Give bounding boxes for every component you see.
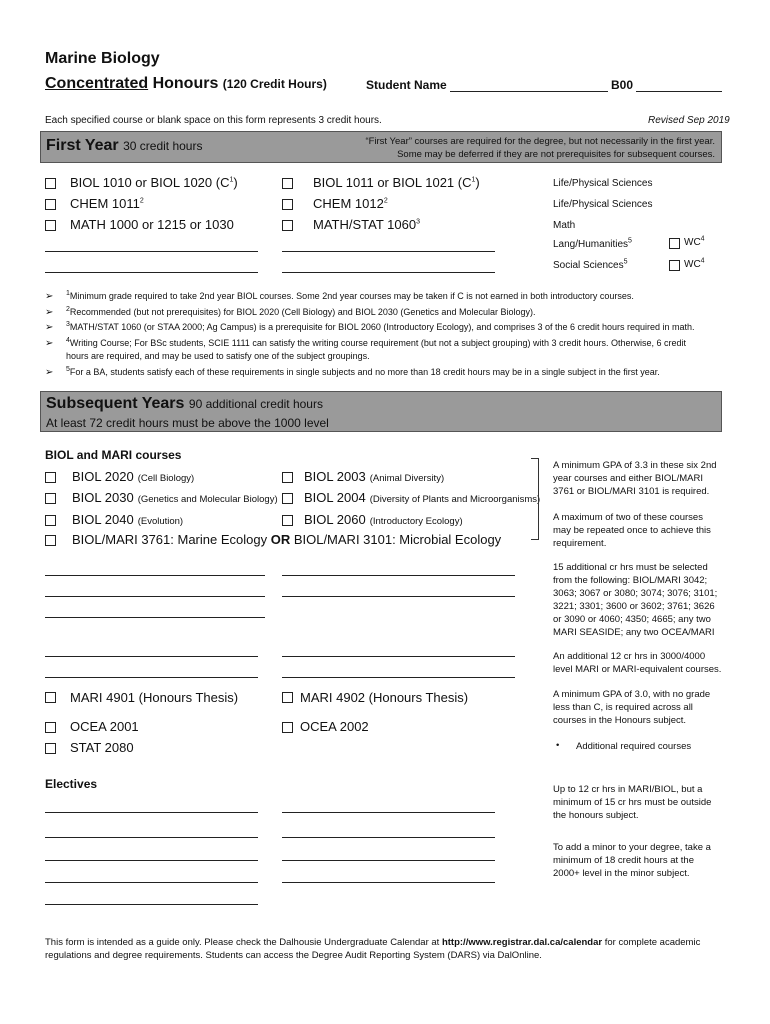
additional-note: Additional required courses — [576, 741, 692, 752]
twelve-credit-note: An additional 12 cr hrs in 3000/4000 level MARI or MARI-equivalent courses. — [553, 651, 722, 675]
first-year-note-line2: Some may be deferred if they are not prerequisites for subsequent courses. — [397, 149, 715, 160]
arrow-bullet-icon: ➢ — [45, 291, 54, 302]
course-checkbox[interactable] — [45, 472, 56, 483]
first-year-note-line1: “First Year” courses are required for the degree, but not necessarily in the first year. — [365, 136, 715, 147]
course-label: BIOL 2004 (Diversity of Plants and Microorganisms) — [304, 490, 541, 505]
degree-title-underlined: Concentrated — [45, 75, 149, 92]
degree-title-rest: Honours — [148, 75, 219, 92]
stat-checkbox[interactable] — [45, 743, 56, 754]
b00-field[interactable] — [636, 91, 722, 92]
wc-label: $WC^4$ — [684, 235, 705, 248]
student-name-field[interactable] — [450, 91, 608, 92]
course-checkbox[interactable] — [45, 515, 56, 526]
blank-line[interactable] — [45, 251, 258, 252]
course-checkbox[interactable] — [282, 472, 293, 483]
first-year-heading: First Year — [46, 137, 119, 154]
calendar-link[interactable]: http://www.registrar.dal.ca/calendar — [441, 937, 603, 948]
blank-line[interactable] — [282, 860, 495, 861]
subsequent-heading: Subsequent Years — [46, 395, 185, 412]
degree-title — [45, 75, 327, 93]
blank-line[interactable] — [45, 904, 258, 905]
credit-hours: (120 Credit Hours) — [222, 77, 327, 91]
blank-line[interactable] — [45, 272, 258, 273]
blank-line[interactable] — [282, 596, 515, 597]
revised-date: Revised Sep 2019 — [648, 115, 730, 126]
first-year-title — [46, 137, 202, 155]
additional-bullet: • — [556, 740, 560, 751]
program-title: Marine Biology — [45, 50, 160, 67]
footer-note — [45, 936, 725, 962]
footer-text1: This form is intended as a guide only. Please check the Dalhousie Undergraduate Calendar at — [45, 937, 442, 948]
wc-checkbox[interactable] — [669, 260, 680, 271]
thesis-option: MARI 4901 (Honours Thesis) — [70, 690, 239, 705]
course-checkbox[interactable] — [45, 178, 56, 189]
arrow-bullet-icon: ➢ — [45, 322, 54, 333]
course-checkbox[interactable] — [45, 493, 56, 504]
subject-group-label: Life/Physical Sciences — [553, 199, 653, 210]
arrow-bullet-icon: ➢ — [45, 367, 54, 378]
course-label: CHEM 1011$^2$ — [70, 196, 144, 211]
ocea-checkbox[interactable] — [45, 722, 56, 733]
thesis-checkbox[interactable] — [45, 692, 56, 703]
ocea-option: OCEA 2002 — [300, 719, 369, 734]
ocea-checkbox[interactable] — [282, 722, 293, 733]
course-label: BIOL 2003 (Animal Diversity) — [304, 469, 445, 484]
footnote: $^1$Minimum grade required to take 2nd year BIOL courses. Some 2nd year courses may be taken if C is not earned in both introductory courses. — [66, 290, 634, 301]
footnote: $^2$Recommended (but not prerequisites) for BIOL 2020 (Cell Biology) and BIOL 2030 (Genetics and Molecular Biology). — [66, 306, 536, 317]
blank-line[interactable] — [45, 882, 258, 883]
electives-heading: Electives — [45, 777, 98, 791]
marine-ecology-option: BIOL/MARI 3761: Marine Ecology OR BIOL/MARI 3101: Microbial Ecology — [72, 532, 502, 547]
blank-line[interactable] — [282, 656, 515, 657]
wc-checkbox[interactable] — [669, 238, 680, 249]
blank-line[interactable] — [282, 251, 495, 252]
blank-line[interactable] — [45, 677, 258, 678]
course-checkbox[interactable] — [282, 178, 293, 189]
repeat-note: A maximum of two of these courses may be repeated once to achieve this requirement. — [553, 512, 711, 549]
subsequent-line2: At least 72 credit hours must be above the 1000 level — [46, 416, 329, 430]
wc-label: $WC^4$ — [684, 257, 705, 270]
course-label: BIOL 2060 (Introductory Ecology) — [304, 512, 463, 527]
biol-mari-heading: BIOL and MARI courses — [45, 448, 182, 462]
biol-limit-note: Up to 12 cr hrs in MARI/BIOL, but a minimum of 15 cr hrs must be outside the honours subject. — [553, 784, 712, 821]
stat-option: STAT 2080 — [70, 740, 134, 755]
first-year-band — [40, 131, 722, 163]
course-checkbox[interactable] — [282, 515, 293, 526]
fifteen-credit-note: 15 additional cr hrs must be selected from the following: BIOL/MARI 3042; 3063; 3067 or 3080; 3074; 3076; 3101; 3221; 3301; 3600 or 3602; 3761; 3626 or 3090 or 4060; 4350; 4665; any two MARI SEASIDE; any two OCEA/MARI — [553, 562, 718, 638]
footer-text2: for complete academic — [602, 937, 701, 948]
subsequent-title — [46, 395, 323, 413]
blank-line[interactable] — [282, 837, 495, 838]
subject-group-label: Math — [553, 220, 576, 231]
course-checkbox[interactable] — [282, 199, 293, 210]
arrow-bullet-icon: ➢ — [45, 307, 54, 318]
course-checkbox[interactable] — [45, 220, 56, 231]
blank-line[interactable] — [282, 575, 515, 576]
thesis-checkbox[interactable] — [282, 692, 293, 703]
course-checkbox[interactable] — [282, 493, 293, 504]
course-label: MATH/STAT 1060$^3$ — [313, 217, 420, 232]
blank-line[interactable] — [45, 860, 258, 861]
blank-line[interactable] — [45, 837, 258, 838]
blank-line[interactable] — [45, 656, 258, 657]
subject-group-label: Lang/Humanities$^5$ — [553, 237, 632, 250]
gpa-note: A minimum GPA of 3.3 in these six 2nd year courses and either BIOL/MARI 3761 or BIOL/MARI 3101 is required. — [553, 460, 717, 497]
subject-group-label: Life/Physical Sciences — [553, 178, 653, 189]
subsequent-subtitle: 90 additional credit hours — [188, 397, 323, 411]
bracket — [531, 458, 539, 540]
course-label: BIOL 1011 or BIOL 1021 $(C^1)$ — [313, 175, 480, 190]
marine-ecology-checkbox[interactable] — [45, 535, 56, 546]
blank-line[interactable] — [45, 575, 265, 576]
blank-line[interactable] — [45, 596, 265, 597]
footnote: $^3$MATH/STAT 1060 (or STAA 2000; Ag Campus) is a prerequisite for BIOL 2060 (Introductory Ecology), and comprises 3 of the 6 credit hours required in math. — [66, 321, 695, 332]
credit-note: Each specified course or blank space on this form represents 3 credit hours. — [45, 115, 382, 126]
footnote: $^4$Writing Course; For BSc students, SCIE 1111 can satisfy the writing course requirement (but not a subject grouping) with 3 credit hours. Otherwise, 6 credit — [66, 337, 687, 348]
thesis-option: MARI 4902 (Honours Thesis) — [300, 690, 469, 705]
footnote: hours are required, and may be used to satisfy one of the subject groupings. — [66, 351, 370, 361]
subsequent-band — [40, 391, 722, 432]
blank-line[interactable] — [282, 812, 495, 813]
course-label: BIOL 2030 (Genetics and Molecular Biology) — [72, 490, 278, 505]
course-label: BIOL 1010 or BIOL 1020 $(C^1)$ — [70, 175, 238, 190]
course-checkbox[interactable] — [45, 199, 56, 210]
course-label: BIOL 2020 (Cell Biology) — [72, 469, 195, 484]
subject-group-label: Social Sciences$^5$ — [553, 258, 628, 271]
first-year-note — [365, 135, 715, 161]
blank-line[interactable] — [282, 882, 495, 883]
blank-line[interactable] — [282, 677, 515, 678]
footnote: $^5$For a BA, students satisfy each of these requirements in single subjects and no more than 18 credit hours may be in a single subject in the first year. — [66, 366, 660, 377]
arrow-bullet-icon: ➢ — [45, 338, 54, 349]
ocea-option: OCEA 2001 — [70, 719, 139, 734]
course-label: CHEM 1012$^2$ — [313, 196, 388, 211]
course-checkbox[interactable] — [282, 220, 293, 231]
blank-line[interactable] — [45, 812, 258, 813]
course-label: MATH 1000 or 1215 or 1030 — [70, 217, 234, 232]
student-name-label: Student Name — [366, 78, 447, 92]
gpa30-note: A minimum GPA of 3.0, with no grade less than C, is required across all courses in the Honours subject. — [553, 689, 711, 726]
blank-line[interactable] — [45, 617, 265, 618]
course-label: BIOL 2040 (Evolution) — [72, 512, 184, 527]
blank-line[interactable] — [282, 272, 495, 273]
minor-note: To add a minor to your degree, take a minimum of 18 credit hours at the 2000+ level in the minor subject. — [553, 842, 711, 879]
first-year-subtitle: 30 credit hours — [123, 139, 203, 153]
footer-line2: regulations and degree requirements. Students can access the Degree Audit Reporting System (DARS) via DalOnline. — [45, 950, 542, 961]
b00-label: B00 — [611, 78, 634, 92]
